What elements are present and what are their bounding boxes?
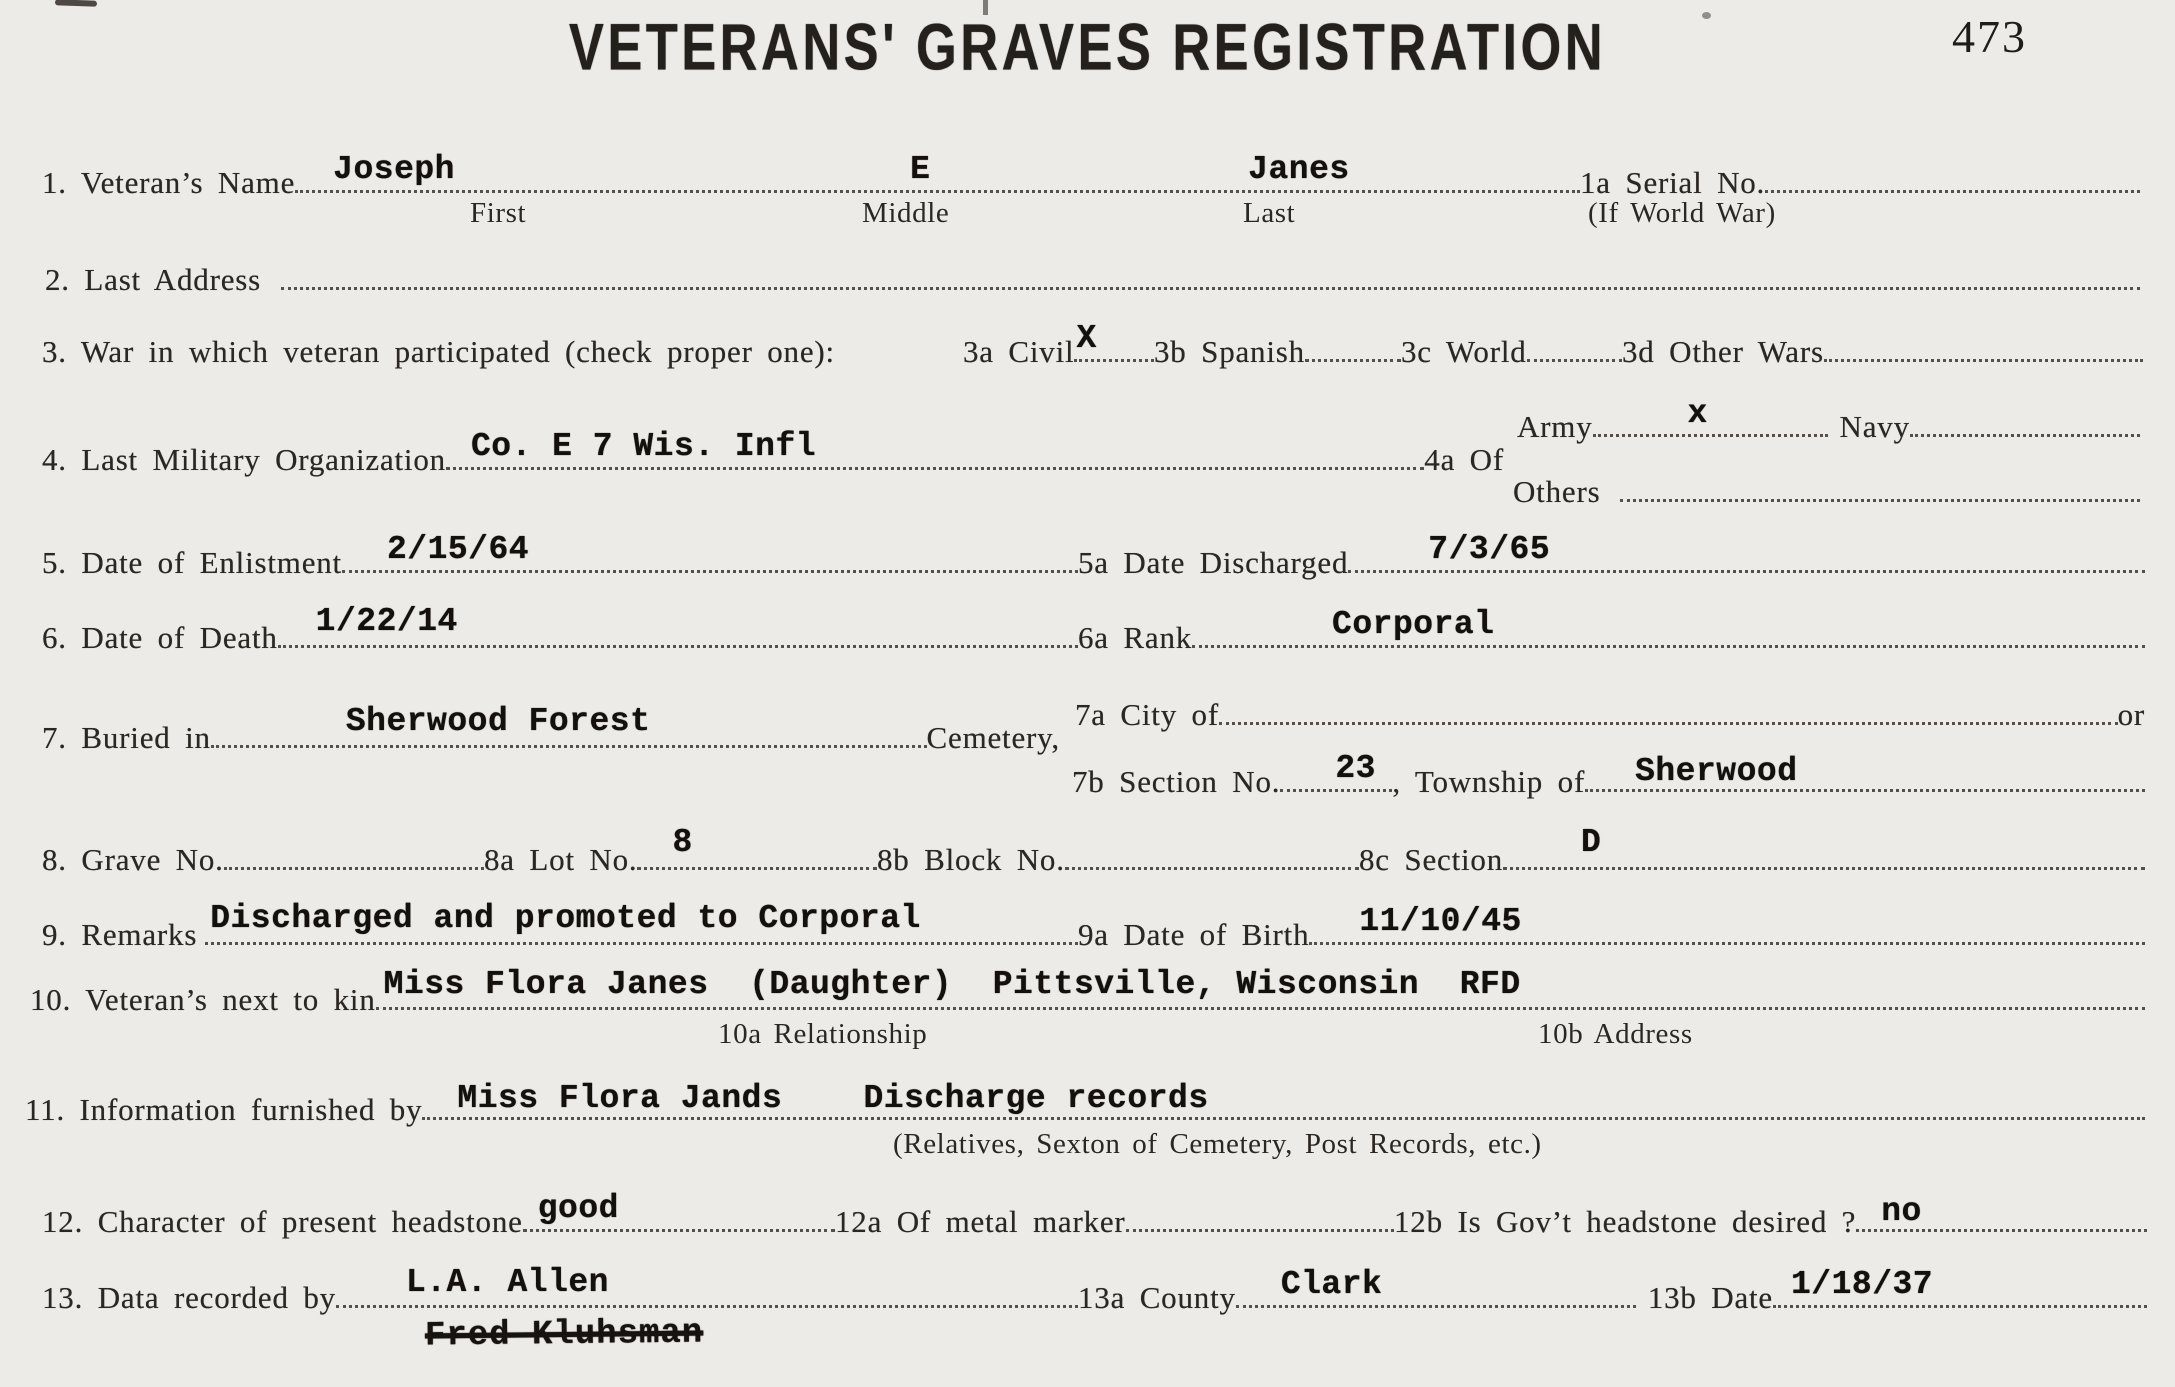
row-enlistment <box>42 527 1078 581</box>
township-value: Sherwood <box>1635 753 1798 790</box>
row-war-world <box>1401 316 1622 370</box>
veteran-name-line <box>295 147 1580 193</box>
civil-war-label: 3a Civil <box>963 334 1075 370</box>
record-date-label: 13b Date <box>1647 1280 1773 1316</box>
civil-war-check-value: X <box>1076 320 1097 357</box>
row-others <box>1513 456 2140 510</box>
rank-label: 6a Rank <box>1078 620 1193 656</box>
rank-value: Corporal <box>1332 606 1495 643</box>
row-grave-no <box>42 824 484 878</box>
grave-no-label: 8. Grave No. <box>42 842 224 878</box>
row-veteran-name <box>42 147 1580 201</box>
row-lot-no <box>484 824 877 878</box>
section-no-line <box>1280 746 1392 792</box>
address-caption: 10b Address <box>1538 1018 1693 1050</box>
row-army-navy <box>1517 391 2140 445</box>
row-buried-in <box>42 702 1060 756</box>
row-information-furnished <box>25 1074 2145 1128</box>
next-of-kin-label: 10. Veteran’s next to kin <box>30 982 376 1018</box>
row-discharged <box>1078 527 2145 581</box>
row-city-of <box>1075 679 2145 733</box>
world-war-label: 3c World <box>1401 334 1527 370</box>
last-address-label: 2. Last Address <box>45 262 262 298</box>
military-organization-label: 4. Last Military Organization <box>42 442 446 478</box>
row-serial-no <box>1580 147 2140 201</box>
data-recorded-value: L.A. Allen <box>405 1264 609 1301</box>
grave-no-line <box>224 824 484 870</box>
serial-no-line <box>1765 147 2140 193</box>
gov-headstone-line <box>1856 1186 2147 1232</box>
data-recorded-label: 13. Data recorded by <box>42 1280 336 1316</box>
row-war-other <box>1622 316 2143 370</box>
township-label: , Township of <box>1392 764 1586 800</box>
city-of-label: 7a City of <box>1075 697 1219 733</box>
date-of-birth-value: 11/10/45 <box>1359 903 1522 940</box>
headstone-character-line <box>523 1186 835 1232</box>
other-wars-label: 3d Other Wars <box>1622 334 1824 370</box>
headstone-character-label: 12. Character of present headstone <box>42 1204 523 1240</box>
death-label: 6. Date of Death <box>42 620 278 656</box>
row-county-date <box>1078 1262 2147 1316</box>
row-death <box>42 602 1078 656</box>
gov-headstone-label: 12b Is Gov’t headstone desired ? <box>1394 1204 1857 1240</box>
furnished-by-caption: (Relatives, Sexton of Cemetery, Post Records, etc.) <box>893 1128 1542 1160</box>
metal-marker-label: 12a Of metal marker <box>835 1204 1126 1240</box>
remarks-value: Discharged and promoted to Corporal <box>210 900 921 937</box>
city-of-line <box>1219 679 2118 725</box>
navy-label: Navy <box>1839 409 1910 445</box>
civil-war-line <box>1074 316 1154 362</box>
death-line <box>278 602 1078 648</box>
county-label: 13a County <box>1078 1280 1236 1316</box>
information-furnished-line <box>422 1074 2145 1120</box>
row-block-no <box>877 824 1359 878</box>
others-line <box>1620 456 2140 502</box>
war-participated-label: 3. War in which veteran participated (check proper one): <box>42 334 835 370</box>
next-of-kin-value: Miss Flora Janes (Daughter) Pittsville, Wisconsin RFD <box>383 966 1521 1003</box>
information-furnished-label: 11. Information furnished by <box>25 1092 423 1128</box>
death-date-value: 1/22/14 <box>315 603 458 640</box>
date-of-birth-label: 9a Date of Birth <box>1078 917 1310 953</box>
date-of-birth-line <box>1309 899 2145 945</box>
navy-line <box>1910 391 2140 437</box>
data-recorded-line <box>336 1262 1078 1308</box>
veteran-last-name-value: Janes <box>1248 151 1350 188</box>
row-section-township <box>1072 746 2145 800</box>
army-line <box>1593 391 1828 437</box>
form-title: VETERANS' GRAVES REGISTRATION <box>568 10 1607 84</box>
last-address-line <box>281 244 2140 290</box>
world-war-line <box>1527 316 1622 362</box>
spanish-war-label: 3b Spanish <box>1154 334 1305 370</box>
discharged-date-value: 7/3/65 <box>1428 531 1551 568</box>
lot-no-label: 8a Lot No. <box>484 842 638 878</box>
lot-no-value: 8 <box>672 824 693 861</box>
row-last-address <box>45 244 2140 298</box>
veteran-first-name-value: Joseph <box>333 151 455 188</box>
row-next-of-kin <box>30 964 2145 1018</box>
page-number: 473 <box>1952 11 2027 62</box>
county-value: Clark <box>1280 1266 1383 1303</box>
veteran-name-label: 1. Veteran’s Name <box>42 165 296 201</box>
enlistment-line <box>342 527 1078 573</box>
middle-caption: Middle <box>862 197 950 229</box>
row-military-organization <box>42 424 1504 478</box>
military-organization-line <box>446 424 1424 470</box>
army-label: Army <box>1517 409 1593 445</box>
others-label: Others <box>1513 474 1601 510</box>
section-no-label: 7b Section No. <box>1072 764 1281 800</box>
remarks-line <box>205 899 1078 945</box>
row-gov-headstone <box>1394 1186 2147 1240</box>
record-date-value: 1/18/37 <box>1790 1266 1934 1303</box>
row-data-recorded <box>42 1262 1078 1316</box>
buried-in-line <box>211 702 927 748</box>
metal-marker-line <box>1126 1186 1394 1232</box>
first-caption: First <box>470 197 527 229</box>
discharged-line <box>1348 527 2145 573</box>
discharged-label: 5a Date Discharged <box>1078 545 1349 581</box>
block-no-label: 8b Block No. <box>877 842 1065 878</box>
next-of-kin-line <box>376 964 2145 1010</box>
record-date-line <box>1773 1262 2147 1308</box>
row-remarks <box>42 899 1078 953</box>
information-furnished-value: Miss Flora Jands Discharge records <box>457 1080 1209 1117</box>
veteran-middle-name-value: E <box>910 151 931 188</box>
buried-in-label: 7. Buried in <box>42 720 211 756</box>
row-war-civil <box>963 316 1154 370</box>
relationship-caption: 10a Relationship <box>718 1018 928 1050</box>
military-organization-value: Co. E 7 Wis. Infl <box>470 428 817 465</box>
row-section <box>1359 824 2145 878</box>
row-rank <box>1078 602 2145 656</box>
row-metal-marker <box>835 1186 1394 1240</box>
row-date-of-birth <box>1078 899 2145 953</box>
if-world-war-caption: (If World War) <box>1588 197 1776 229</box>
scan-artifact <box>55 0 97 7</box>
township-line <box>1585 746 2145 792</box>
row-war-spanish <box>1154 316 1401 370</box>
of-label: 4a Of <box>1424 442 1504 478</box>
lot-no-line <box>637 824 877 870</box>
cemetery-name-value: Sherwood Forest <box>345 703 651 740</box>
army-check-value: x <box>1687 395 1708 432</box>
section-label: 8c Section <box>1359 842 1503 878</box>
cemetery-label: Cemetery, <box>926 720 1060 756</box>
block-no-line <box>1065 824 1359 870</box>
remarks-label: 9. Remarks <box>42 917 198 953</box>
serial-no-label: 1a Serial No. <box>1580 165 1766 201</box>
or-label: or <box>2117 697 2145 733</box>
headstone-character-value: good <box>537 1190 619 1227</box>
last-caption: Last <box>1243 197 1296 229</box>
row-war-label <box>42 316 942 370</box>
row-headstone-character <box>42 1186 835 1240</box>
enlistment-label: 5. Date of Enlistment <box>42 545 342 581</box>
struck-recorder-name: Fred Kluhsman <box>424 1314 704 1356</box>
section-value: D <box>1581 824 1602 861</box>
gov-headstone-value: no <box>1881 1193 1922 1230</box>
section-no-value: 23 <box>1335 750 1376 787</box>
enlistment-date-value: 2/15/64 <box>386 531 530 568</box>
spanish-war-line <box>1305 316 1401 362</box>
rank-line <box>1192 602 2145 648</box>
county-line <box>1236 1262 1636 1308</box>
section-line <box>1503 824 2145 870</box>
other-wars-line <box>1824 316 2143 362</box>
